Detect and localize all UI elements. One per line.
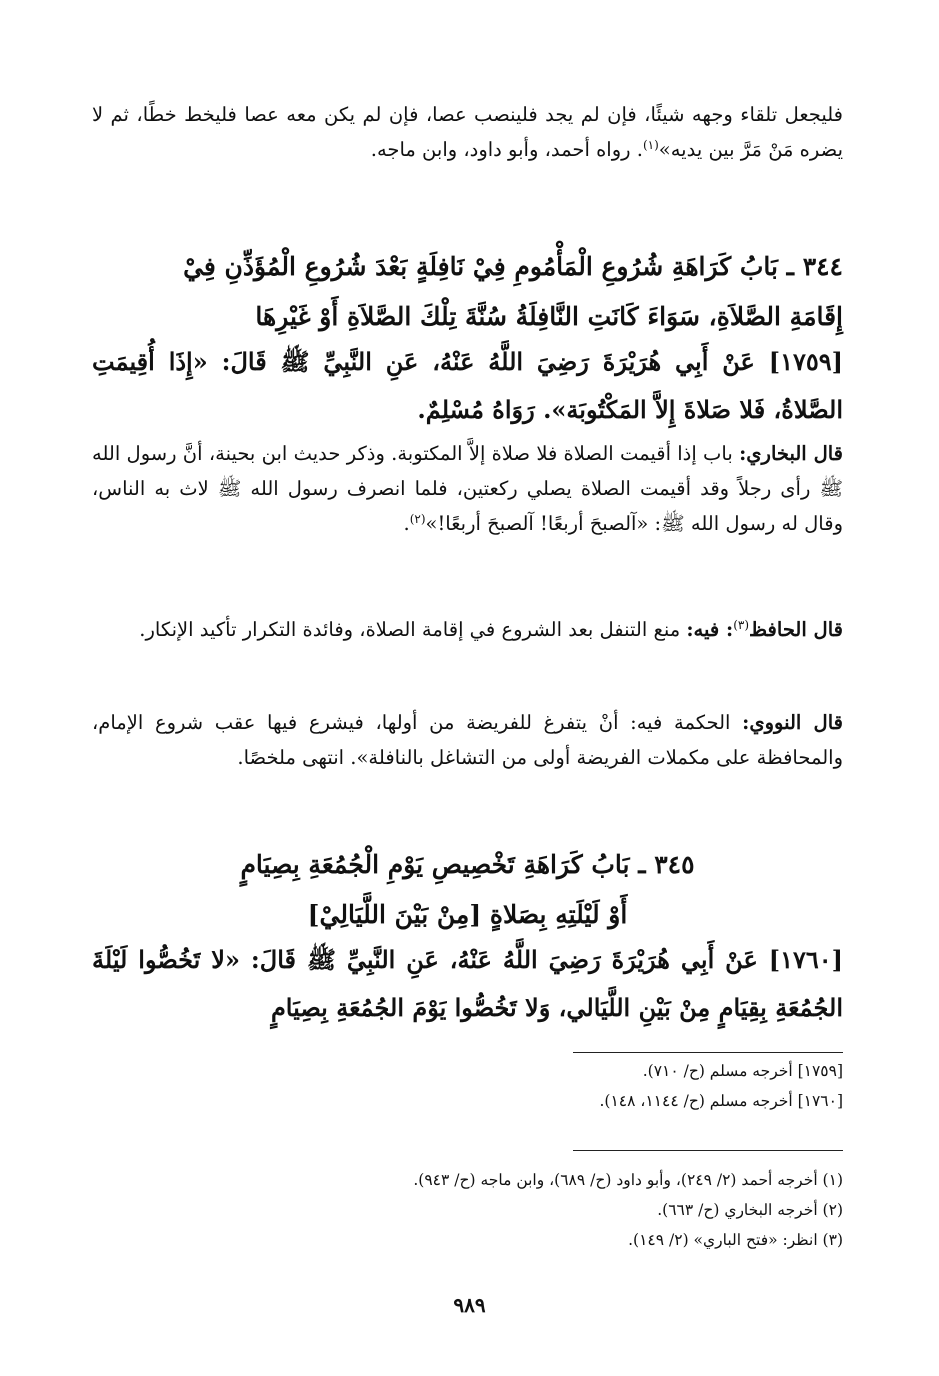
nawawi-text: الحكمة فيه: أنْ يتفرغ للفريضة من أولها، فيشرع فيها عقب شروع الإمام، والمحافظة على مكملات الفريضة أولى من التشاغل بالنافلة». انتهى ملخصًا. [92,711,843,769]
intro-line-2: فليخط خطًا، ثم لا يضره مَنْ مَرَّ بين يديه» [92,103,843,161]
hafiz-commentary [92,612,843,647]
takhrij-notes [92,1056,843,1116]
footnote-2: (٢) أخرجه البخاري (ح/ ٦٦٣). [657,1201,843,1219]
hafiz-label: قال الحافظ [749,618,843,641]
nawawi-label: قال النووي: [742,711,843,734]
footnote-3: (٣) انظر: «فتح الباري» (٢/ ١٤٩). [628,1231,843,1249]
hafiz-label-2: : فيه: [686,618,734,641]
footnote-1: (١) أخرجه أحمد (٢/ ٢٤٩)، وأبو داود (ح/ ٦٨٩)، وابن ماجه (ح/ ٩٤٣). [413,1171,843,1189]
chapter-345-title-line-2: أَوْ لَيْلَتِهِ بِصَلاةٍ [مِنْ بَيْنَ اللَّيَالِيْ] [307,900,628,929]
hafiz-text: منع التنفل بعد الشروع في إقامة الصلاة، وفائدة التكرار تأكيد الإنكار. [139,618,687,641]
footnote-marker-3: (٣) [733,618,750,632]
footnotes-separator [573,1150,843,1151]
chapter-344-title-line-2: إِقَامَةِ الصَّلاَةِ، سَوَاءَ كَانَتِ النَّافِلَةُ سُنَّةَ تِلْكَ الصَّلاَةِ أَوْ غَيْرِهَا [255,302,843,331]
chapter-344-heading [92,242,843,342]
takhrij-separator [573,1052,843,1053]
chapter-345-title-line-1: ٣٤٥ ـ بَابُ كَرَاهَةِ تَخْصِيصِ يَوْمِ الْجُمُعَةِ بِصِيَامٍ [240,850,695,879]
footnotes [92,1165,843,1255]
bukhari-end: . [403,512,410,535]
page-number: ٩٨٩ [453,1293,486,1317]
chapter-344-title-line-1: ٣٤٤ ـ بَابُ كَرَاهَةِ شُرُوعِ الْمَأْمُومِ فِيْ نَافِلَةٍ بَعْدَ شُرُوعِ الْمُؤَذِّنِ فِيْ [183,252,843,281]
bukhari-commentary [92,436,843,541]
bukhari-label: قال البخاري: [739,442,844,465]
chapter-345-heading [92,840,843,940]
footnote-marker-1: (١) [642,138,659,152]
intro-line-1: فليجعل تلقاء وجهه شيئًا، فإن لم يجد فلينصب عصا، فإن لم يكن معه عصا [244,103,844,126]
takhrij-line-1760: [١٧٦٠] أخرجه مسلم (ح/ ١١٤٤، ١٤٨). [599,1092,843,1110]
hadith-1760: [١٧٦٠] عَنْ أَبِي هُرَيْرَةَ رَضِيَ اللَّهُ عَنْهُ، عَنِ النَّبِيِّ ﷺ قَالَ: «لا تَخُصُّوا لَيْلَةَ الجُمُعَةِ بِقِيَامٍ مِنْ بَيْنِ اللَّيَالي، وَلا تَخُصُّوا يَوْمَ الجُمُعَةِ بِصِيَامٍ [92,945,843,1022]
footnote-marker-2: (٢) [409,512,426,526]
intro-line-3: . رواه أحمد، وأبو داود، وابن ماجه. [370,138,643,161]
nawawi-commentary [92,705,843,775]
takhrij-line-1759: [١٧٥٩] أخرجه مسلم (ح/ ٧١٠). [642,1062,843,1080]
intro-paragraph [92,97,843,167]
bukhari-text: باب إذا أقيمت الصلاة فلا صلاة إلاَّ المكتوبة. وذكر حديث ابن بحينة، أنَّ رسول الله ﷺ رأى رجلاً وقد أقيمت الصلاة يصلي ركعتين، فلما انصرف رسول الله ﷺ لاث به الناس، وقال له رسول الله ﷺ: «آلصبحَ أربعًا! آلصبحَ أربعًا!» [92,442,843,535]
hadith-1759: [١٧٥٩] عَنْ أَبِي هُرَيْرَةَ رَضِيَ اللَّهُ عَنْهُ، عَنِ النَّبِيِّ ﷺ قَالَ: «إِذَا أُقِيمَتِ الصَّلاةُ، فَلا صَلاةَ إِلاَّ المَكْتُوبَة». رَوَاهُ مُسْلِمٌ. [92,347,843,424]
